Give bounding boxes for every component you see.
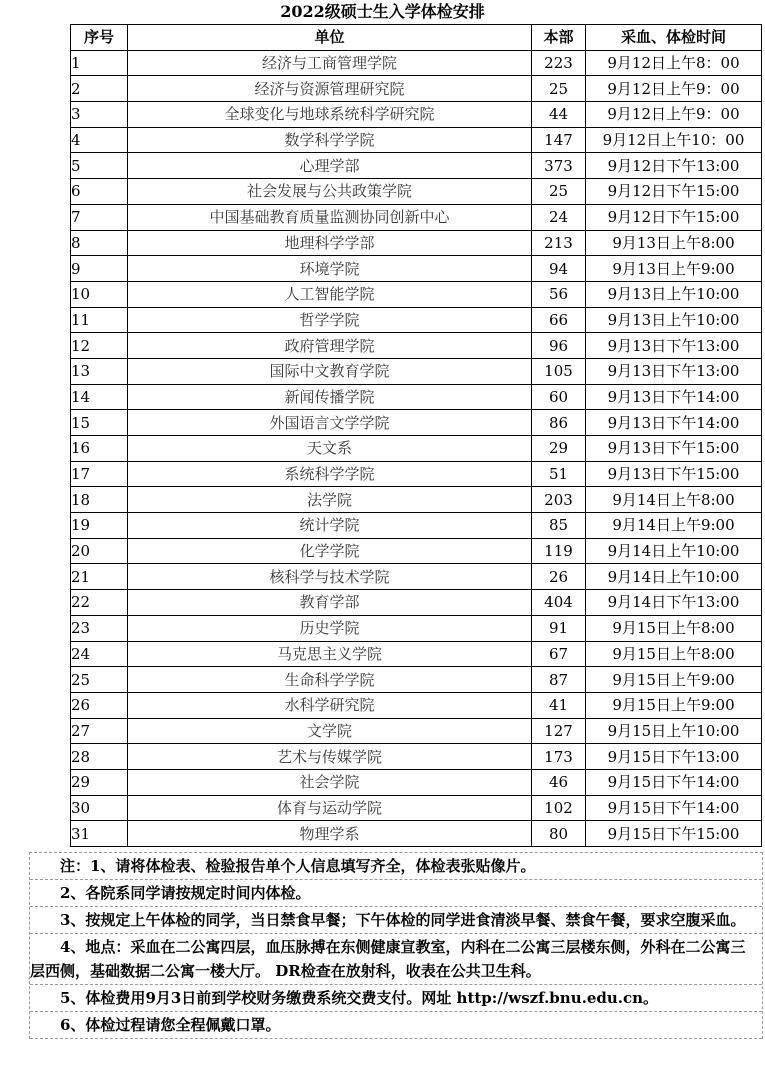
- row-unit: 核科学与技术学院: [128, 564, 532, 590]
- row-time: 9月13日下午14:00: [586, 410, 762, 436]
- row-index: 2: [71, 76, 128, 102]
- row-time: 9月13日上午10:00: [586, 307, 762, 333]
- row-time: 9月15日上午8:00: [586, 641, 762, 667]
- row-unit: 新闻传播学院: [128, 384, 532, 410]
- row-count: 51: [532, 461, 586, 487]
- row-unit: 统计学院: [128, 513, 532, 539]
- row-index: 9: [71, 256, 128, 282]
- table-row: [71, 179, 762, 205]
- row-time: 9月13日上午8:00: [586, 230, 762, 256]
- row-count: 56: [532, 281, 586, 307]
- table-row: [71, 358, 762, 384]
- row-unit: 马克思主义学院: [128, 641, 532, 667]
- row-time: 9月12日下午13:00: [586, 153, 762, 179]
- table-row: [71, 76, 762, 102]
- table-row: [71, 538, 762, 564]
- row-time: 9月13日下午13:00: [586, 358, 762, 384]
- row-time: 9月15日上午10:00: [586, 718, 762, 744]
- row-count: 25: [532, 76, 586, 102]
- row-time: 9月14日上午10:00: [586, 564, 762, 590]
- row-time: 9月12日下午15:00: [586, 204, 762, 230]
- row-unit: 系统科学学院: [128, 461, 532, 487]
- row-time: 9月14日上午8:00: [586, 487, 762, 513]
- table-row: [71, 487, 762, 513]
- table-row: [71, 821, 762, 847]
- row-count: 80: [532, 821, 586, 847]
- row-count: 46: [532, 769, 586, 795]
- row-time: 9月13日下午15:00: [586, 461, 762, 487]
- header-time: 采血、体检时间: [586, 25, 762, 51]
- table-row: [71, 127, 762, 153]
- row-index: 18: [71, 487, 128, 513]
- row-count: 86: [532, 410, 586, 436]
- row-index: 3: [71, 102, 128, 128]
- row-count: 29: [532, 436, 586, 462]
- row-unit: 艺术与传媒学院: [128, 744, 532, 770]
- row-count: 373: [532, 153, 586, 179]
- table-row: [71, 204, 762, 230]
- row-index: 23: [71, 615, 128, 641]
- row-index: 13: [71, 358, 128, 384]
- row-count: 25: [532, 179, 586, 205]
- table-row: [71, 333, 762, 359]
- table-row: [71, 564, 762, 590]
- notes-section: [29, 852, 763, 1039]
- row-unit: 生命科学学院: [128, 667, 532, 693]
- row-time: 9月12日下午15:00: [586, 179, 762, 205]
- table-row: [71, 256, 762, 282]
- document-title: 2022级硕士生入学体检安排: [280, 2, 485, 21]
- row-index: 6: [71, 179, 128, 205]
- row-index: 31: [71, 821, 128, 847]
- table-row: [71, 769, 762, 795]
- header-unit: 单位: [128, 25, 532, 51]
- row-unit: 国际中文教育学院: [128, 358, 532, 384]
- row-index: 4: [71, 127, 128, 153]
- header-index: 序号: [71, 25, 128, 51]
- row-unit: 全球变化与地球系统科学研究院: [128, 102, 532, 128]
- row-time: 9月14日下午13:00: [586, 590, 762, 616]
- row-time: 9月15日下午14:00: [586, 769, 762, 795]
- table-body: [71, 50, 762, 846]
- table-row: [71, 513, 762, 539]
- row-count: 26: [532, 564, 586, 590]
- row-time: 9月12日上午8：00: [586, 50, 762, 76]
- table-row: [71, 744, 762, 770]
- row-unit: 地理科学学部: [128, 230, 532, 256]
- row-time: 9月14日上午10:00: [586, 538, 762, 564]
- row-count: 213: [532, 230, 586, 256]
- row-unit: 经济与工商管理学院: [128, 50, 532, 76]
- row-time: 9月15日下午13:00: [586, 744, 762, 770]
- row-unit: 化学学院: [128, 538, 532, 564]
- table-row: [71, 615, 762, 641]
- note-1: 注：1、请将体检表、检验报告单个人信息填写齐全，体检表张贴像片。: [30, 853, 762, 880]
- row-count: 67: [532, 641, 586, 667]
- header-count: 本部: [532, 25, 586, 51]
- row-unit: 经济与资源管理研究院: [128, 76, 532, 102]
- row-count: 203: [532, 487, 586, 513]
- row-index: 1: [71, 50, 128, 76]
- row-count: 119: [532, 538, 586, 564]
- row-time: 9月14日上午9:00: [586, 513, 762, 539]
- row-count: 87: [532, 667, 586, 693]
- row-time: 9月13日下午15:00: [586, 436, 762, 462]
- row-count: 91: [532, 615, 586, 641]
- row-time: 9月15日上午9:00: [586, 667, 762, 693]
- note-3: 3、按规定上午体检的同学，当日禁食早餐；下午体检的同学进食清淡早餐、禁食午餐，要求空腹采血。: [30, 907, 762, 934]
- row-index: 17: [71, 461, 128, 487]
- table-row: [71, 153, 762, 179]
- note-2: 2、各院系同学请按规定时间内体检。: [30, 880, 762, 907]
- row-count: 105: [532, 358, 586, 384]
- row-count: 102: [532, 795, 586, 821]
- row-count: 94: [532, 256, 586, 282]
- row-unit: 文学院: [128, 718, 532, 744]
- row-index: 27: [71, 718, 128, 744]
- table-row: [71, 667, 762, 693]
- table-row: [71, 384, 762, 410]
- table-row: [71, 641, 762, 667]
- row-unit: 人工智能学院: [128, 281, 532, 307]
- row-unit: 天文系: [128, 436, 532, 462]
- row-index: 5: [71, 153, 128, 179]
- row-index: 25: [71, 667, 128, 693]
- note-6: 6、体检过程请您全程佩戴口罩。: [30, 1012, 762, 1039]
- table-row: [71, 590, 762, 616]
- row-time: 9月13日下午14:00: [586, 384, 762, 410]
- row-time: 9月12日上午9：00: [586, 102, 762, 128]
- row-count: 404: [532, 590, 586, 616]
- row-index: 20: [71, 538, 128, 564]
- row-unit: 中国基础教育质量监测协同创新中心: [128, 204, 532, 230]
- row-time: 9月15日上午9:00: [586, 692, 762, 718]
- table-row: [71, 795, 762, 821]
- row-index: 28: [71, 744, 128, 770]
- row-time: 9月15日下午14:00: [586, 795, 762, 821]
- row-unit: 心理学部: [128, 153, 532, 179]
- table-row: [71, 461, 762, 487]
- row-count: 96: [532, 333, 586, 359]
- row-unit: 社会发展与公共政策学院: [128, 179, 532, 205]
- table-row: [71, 718, 762, 744]
- row-index: 26: [71, 692, 128, 718]
- row-index: 15: [71, 410, 128, 436]
- row-index: 10: [71, 281, 128, 307]
- row-index: 12: [71, 333, 128, 359]
- row-count: 66: [532, 307, 586, 333]
- row-unit: 政府管理学院: [128, 333, 532, 359]
- table-row: [71, 436, 762, 462]
- row-unit: 环境学院: [128, 256, 532, 282]
- row-time: 9月13日下午13:00: [586, 333, 762, 359]
- row-count: 223: [532, 50, 586, 76]
- row-time: 9月12日上午10：00: [586, 127, 762, 153]
- row-index: 7: [71, 204, 128, 230]
- row-count: 85: [532, 513, 586, 539]
- row-unit: 历史学院: [128, 615, 532, 641]
- row-unit: 教育学部: [128, 590, 532, 616]
- table-row: [71, 307, 762, 333]
- row-time: 9月15日下午15:00: [586, 821, 762, 847]
- row-time: 9月13日上午9:00: [586, 256, 762, 282]
- row-index: 16: [71, 436, 128, 462]
- row-unit: 外国语言文学学院: [128, 410, 532, 436]
- table-row: [71, 410, 762, 436]
- table-row: [71, 230, 762, 256]
- row-count: 147: [532, 127, 586, 153]
- row-count: 44: [532, 102, 586, 128]
- note-4: 4、地点：采血在二公寓四层，血压脉搏在东侧健康宣教室，内科在二公寓三层楼东侧，外科在二公寓三层西侧，基础数据二公寓一楼大厅。 DR检查在放射科，收表在公共卫生科。: [30, 934, 762, 985]
- row-time: 9月15日上午8:00: [586, 615, 762, 641]
- row-time: 9月13日上午10:00: [586, 281, 762, 307]
- row-index: 29: [71, 769, 128, 795]
- row-count: 127: [532, 718, 586, 744]
- note-5: 5、体检费用9月3日前到学校财务缴费系统交费支付。网址 http://wszf.bnu.edu.cn。: [30, 985, 762, 1012]
- row-index: 8: [71, 230, 128, 256]
- row-index: 22: [71, 590, 128, 616]
- table-row: [71, 281, 762, 307]
- row-count: 60: [532, 384, 586, 410]
- row-unit: 水科学研究院: [128, 692, 532, 718]
- row-count: 173: [532, 744, 586, 770]
- table-row: [71, 692, 762, 718]
- row-index: 19: [71, 513, 128, 539]
- table-row: [71, 102, 762, 128]
- row-unit: 社会学院: [128, 769, 532, 795]
- row-index: 14: [71, 384, 128, 410]
- table-row: [71, 50, 762, 76]
- table-header-row: [71, 25, 762, 51]
- row-time: 9月12日上午9：00: [586, 76, 762, 102]
- row-index: 21: [71, 564, 128, 590]
- row-unit: 哲学学院: [128, 307, 532, 333]
- row-unit: 体育与运动学院: [128, 795, 532, 821]
- row-index: 11: [71, 307, 128, 333]
- row-index: 24: [71, 641, 128, 667]
- row-count: 41: [532, 692, 586, 718]
- row-unit: 数学科学学院: [128, 127, 532, 153]
- schedule-table: [70, 24, 762, 847]
- row-index: 30: [71, 795, 128, 821]
- row-unit: 法学院: [128, 487, 532, 513]
- row-count: 24: [532, 204, 586, 230]
- row-unit: 物理学系: [128, 821, 532, 847]
